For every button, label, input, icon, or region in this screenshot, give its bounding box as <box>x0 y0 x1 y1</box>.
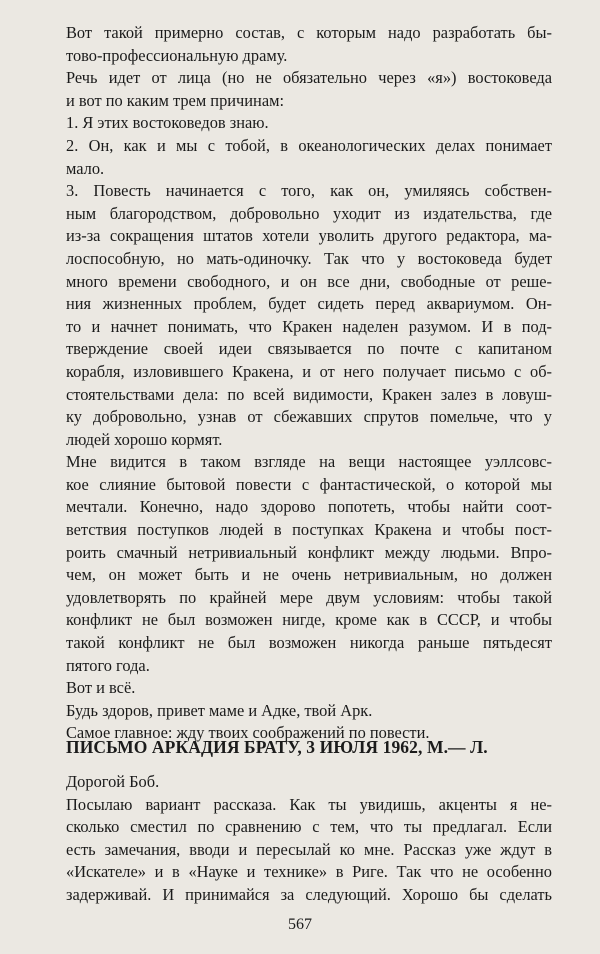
text-line: кое слияние бытовой повести с фантастической, о которой мы <box>66 474 552 494</box>
text-line: чем, он может быть и не очень нетривиальным, но должен <box>66 565 552 585</box>
text-line: мечтали. Конечно, надо здорово попотеть, чтобы найти соот- <box>66 497 552 517</box>
text-line: Будь здоров, привет маме и Адке, твой Арк. <box>66 700 373 720</box>
text-line: и вот по каким трем причинам: <box>66 90 285 110</box>
text-line: Речь идет от лица (но не обязательно через «я») востоковеда <box>66 68 552 88</box>
text-line: ния жизненных проблем, будет сидеть перед аквариумом. Он- <box>66 294 552 314</box>
text-line: стоятельствами дела: по всей видимости, Кракен залез в ловуш- <box>66 384 552 404</box>
letter-body-top <box>66 22 552 745</box>
text-line: Посылаю вариант рассказа. Как ты увидишь, акценты я не- <box>66 794 552 814</box>
text-line: ветствия поступков людей в поступках Кракена и чтобы пост- <box>66 520 552 540</box>
letter-heading: ПИСЬМО АРКАДИЯ БРАТУ, 3 ИЮЛЯ 1962, М.— Л. <box>66 737 488 757</box>
text-line: 1. Я этих востоковедов знаю. <box>66 113 269 133</box>
text-line: 2. Он, как и мы с тобой, в океанологических делах понимает <box>66 135 552 155</box>
letter-body-bottom <box>66 771 552 907</box>
text-line: лоспособную, но мать-одиночку. Так что у востоковеда будет <box>66 248 552 268</box>
text-line: людей хорошо кормят. <box>66 429 223 449</box>
text-line: тверждение своей идеи связывается по почте с капитаном <box>66 339 552 359</box>
text-line: ку добровольно, узнав от сбежавших спрутов помельче, что у <box>66 407 552 427</box>
page-number: 567 <box>288 916 312 933</box>
text-line: много времени свободного, и он все дни, свободные от реше- <box>66 271 552 291</box>
text-line: из-за сокращения штатов хотели уволить другого редактора, ма- <box>66 226 552 246</box>
text-line: задерживай. И принимайся за следующий. Хорошо бы сделать <box>66 884 552 904</box>
text-line: удовлетворять по крайней мере двум условиям: чтобы такой <box>66 587 552 607</box>
text-line: есть замечания, вводи и пересылай ко мне. Рассказ уже ждут в <box>66 839 552 859</box>
text-line: Мне видится в таком взгляде на вещи настоящее уэллсовс- <box>66 452 552 472</box>
text-line: такой конфликт не был возможен никогда раньше пятьдесят <box>66 633 552 653</box>
text-line: мало. <box>66 158 105 178</box>
text-line: то и начнет понимать, что Кракен наделен разумом. И в под- <box>66 316 552 336</box>
text-line: 3. Повесть начинается с того, как он, умиляясь собствен- <box>66 181 552 201</box>
text-line: корабля, изловившего Кракена, и от него получает письмо с об- <box>66 361 552 381</box>
text-line: Вот такой примерно состав, с которым надо разработать бы- <box>66 23 552 42</box>
text-line: тово-профессиональную драму. <box>66 45 288 65</box>
text-line: Самое главное: жду твоих соображений по повести. <box>66 723 430 743</box>
text-line: пятого года. <box>66 655 150 675</box>
text-line: ным благородством, добровольно уходит из издательства, где <box>66 203 552 223</box>
text-line: роить смачный нетривиальный конфликт между людьми. Впро- <box>66 542 552 562</box>
text-line: «Искателе» и в «Науке и технике» в Риге. Так что не особенно <box>66 862 552 882</box>
text-line: Дорогой Боб. <box>66 772 160 791</box>
text-line: конфликт не был возможен нигде, кроме как в СССР, и чтобы <box>66 610 552 630</box>
text-line: сколько сместил по сравнению с тем, что ты предлагал. Если <box>66 817 552 837</box>
text-line: Вот и всё. <box>66 678 136 698</box>
